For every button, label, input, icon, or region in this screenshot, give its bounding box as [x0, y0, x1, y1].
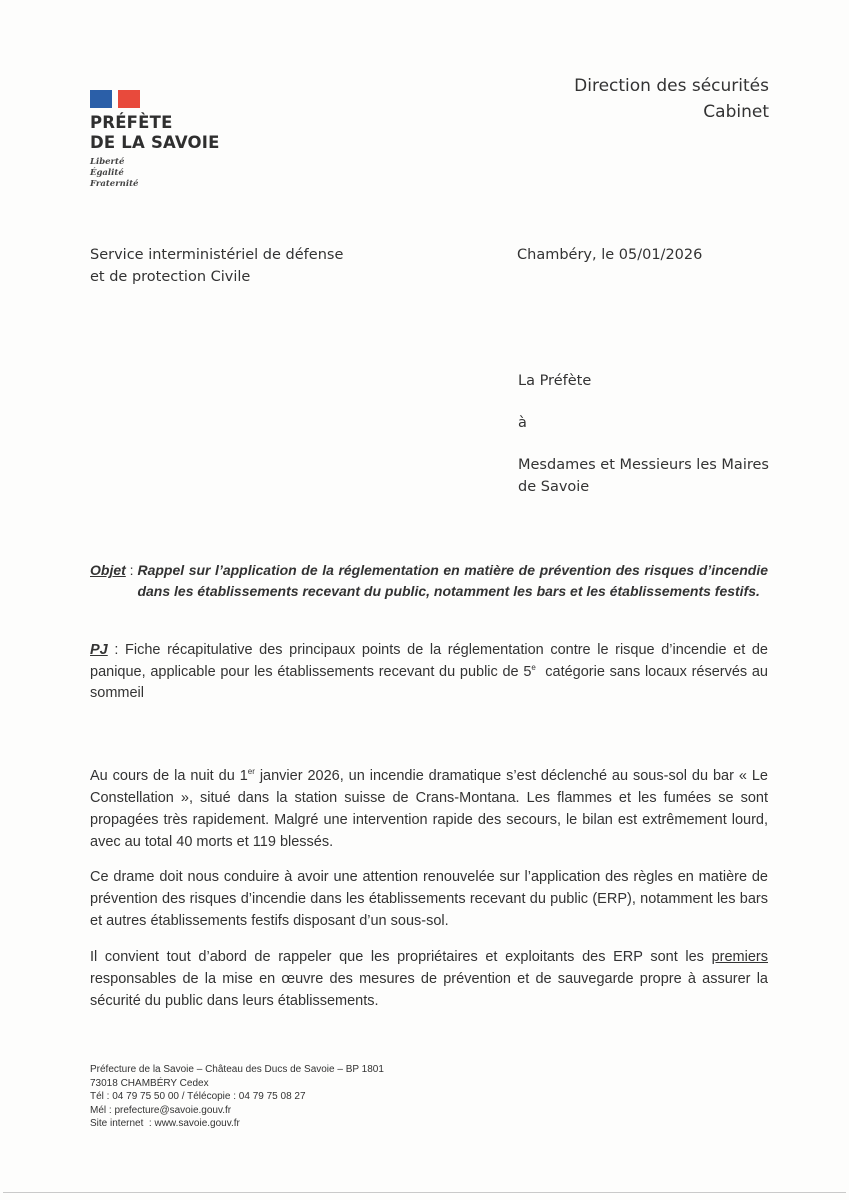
motto-fraternite: Fraternité	[90, 179, 139, 189]
sender: La Préfète	[518, 373, 592, 389]
direction-header	[574, 73, 769, 125]
p1-sup: er	[247, 767, 255, 777]
objet-label: Objet	[90, 562, 126, 578]
service-line1: Service interministériel de défense	[90, 247, 344, 263]
footer-line2: 73018 CHAMBÉRY Cedex	[90, 1077, 209, 1089]
paragraph-responsibility	[90, 946, 768, 1012]
flag-red-band	[118, 90, 140, 108]
footer-phone: Tél : 04 79 75 50 00 / Télécopie : 04 79 75 08 27	[90, 1091, 306, 1102]
direction-cabinet: Cabinet	[703, 102, 769, 122]
prefecture-logo	[90, 90, 250, 190]
p3-text-end: responsables de la mise en œuvre des mesures de prévention et de sauvegarde propre à assurer la sécurité du public dans leurs établissements.	[90, 971, 768, 1009]
pj-text: Fiche récapitulative des principaux points de la réglementation contre le risque d’incendie et de panique, applicable pour les établissements recevant du public de 5	[90, 642, 768, 680]
paragraph-incident	[90, 765, 768, 853]
flag-blue-band	[90, 90, 112, 108]
date-line: Chambéry, le 05/01/2026	[517, 247, 703, 263]
p1-text-end: janvier 2026, un incendie dramatique s’est déclenché au sous-sol du bar « Le Constellation », situé dans la station suisse de Crans-Montana. Les flammes et les fumées se sont propagées très rapidement. Malgré une intervention rapide des secours, le bilan est extrêmement lourd, avec au total 40 morts et 119 blessés.	[90, 768, 768, 850]
pj-separator: :	[107, 642, 126, 658]
service-line2: et de protection Civile	[90, 269, 251, 285]
recipient-block	[518, 370, 769, 498]
republic-motto	[90, 157, 250, 190]
service-block	[90, 244, 343, 288]
footer-line1: Préfecture de la Savoie – Château des Ducs de Savoie – BP 1801	[90, 1064, 384, 1075]
addressee-line1: Mesdames et Messieurs les Maires	[518, 457, 769, 473]
p3-underlined-word: premiers	[711, 949, 768, 965]
motto-egalite: Égalité	[90, 168, 124, 178]
pj-label: PJ	[90, 642, 108, 658]
footer-website: Site internet : www.savoie.gouv.fr	[90, 1118, 240, 1129]
pj-block	[90, 640, 773, 705]
objet-separator: :	[125, 562, 138, 578]
paragraph-attention: Ce drame doit nous conduire à avoir une attention renouvelée sur l’application des règles en matière de prévention des risques d’incendie dans les établissements recevant du public (ERP), notamment les bars et autres établissements festifs disposant d’un sous-sol.	[90, 869, 768, 929]
motto-liberte: Liberté	[90, 157, 125, 167]
pj-sup: e	[531, 662, 536, 672]
direction-name: Direction des sécurités	[574, 76, 769, 96]
logo-title-line1: PRÉFÈTE	[90, 113, 173, 132]
page-edge-divider	[3, 1192, 846, 1193]
marianne-flag-icon	[90, 90, 140, 108]
addressee-line2: de Savoie	[518, 479, 590, 495]
objet-block	[90, 560, 768, 602]
objet-text: Rappel sur l’application de la réglementation en matière de prévention des risques d’incendie dans les établissements recevant du public, notamment les bars et les établissements festifs.	[137, 562, 768, 599]
to-word: à	[518, 415, 527, 431]
pj-text-end: catégorie sans locaux réservés au sommeil	[90, 663, 773, 701]
p1-text-start: Au cours de la nuit du 1	[90, 768, 248, 784]
footer-address	[90, 1063, 384, 1131]
footer-email: Mél : prefecture@savoie.gouv.fr	[90, 1104, 232, 1116]
logo-title-line2: DE LA SAVOIE	[90, 133, 220, 152]
p3-text-start: Il convient tout d’abord de rappeler que les propriétaires et exploitants des ERP sont les	[90, 949, 712, 965]
